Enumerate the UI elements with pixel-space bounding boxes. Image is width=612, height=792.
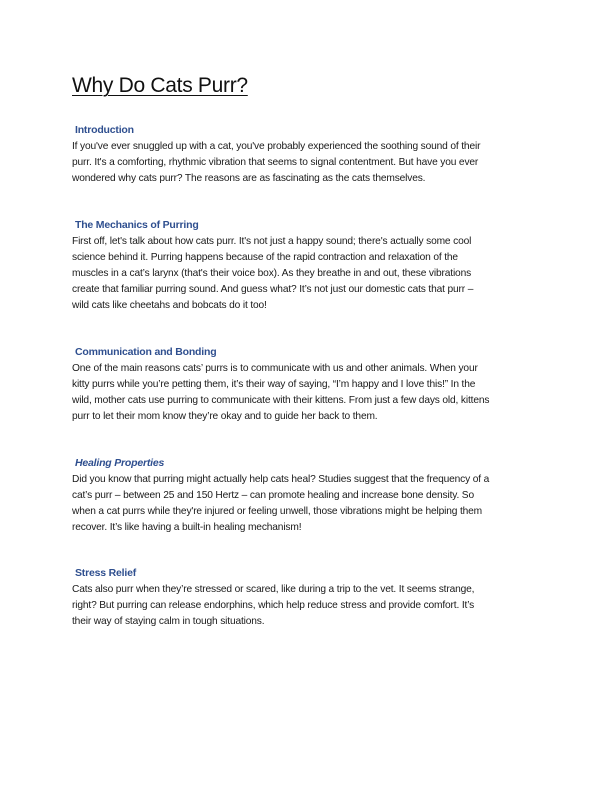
paragraph-line: create that familiar purring sound. And guess what? It’s not just our domestic cats that purr – [72,284,474,295]
paragraph-line: science behind it. Purring happens because of the rapid contraction and relaxation of the [72,252,458,263]
paragraph-line: purr to let their mom know they’re okay and to guide her back to them. [72,411,378,422]
section-heading: Communication and Bonding [75,346,217,358]
paragraph-line: purr. It's a comforting, rhythmic vibration that seems to signal contentment. But have you ever [72,157,479,168]
paragraph-line: First off, let's talk about how cats purr. It's not just a happy sound; there's actually some cool [72,236,472,247]
section-heading: Stress Relief [75,567,137,579]
paragraph-line: when a cat purrs while they're injured or feeling unwell, those vibrations might be helping them [72,506,482,517]
section-heading: Healing Properties [75,457,165,469]
section-stress-relief [72,566,552,630]
paragraph-line: Did you know that purring might actually help cats heal? Studies suggest that the frequency of a [72,474,490,485]
paragraph-line: Cats also purr when they’re stressed or scared, like during a trip to the vet. It seems strange, [72,584,475,595]
paragraph-line: cat’s purr – between 25 and 150 Hertz – can promote healing and increase bone density. So [72,490,474,501]
paragraph-line: If you've ever snuggled up with a cat, you've probably experienced the soothing sound of their [72,141,481,152]
paragraph-line: right? But purring can release endorphins, which help reduce stress and provide comfort. It’s [72,600,475,611]
section-healing [72,456,552,536]
document-title: Why Do Cats Purr? [72,74,248,97]
paragraph-line: kitty purrs while you’re petting them, it’s their way of saying, “I’m happy and I love this!” In the [72,379,476,390]
paragraph-line: wild cats like cheetahs and bobcats do it too! [72,300,267,311]
section-heading: The Mechanics of Purring [75,219,199,231]
paragraph-line: muscles in a cat’s larynx (that's their voice box). As they breathe in and out, these vibrations [72,268,472,279]
section-heading: Introduction [75,124,134,136]
paragraph-line: recover. It’s like having a built-in healing mechanism! [72,522,302,533]
paragraph-line: their way of staying calm in tough situations. [72,616,265,627]
paragraph-line: wild, mother cats use purring to communicate with their kittens. From just a few days old, kittens [72,395,490,406]
section-communication [72,345,552,425]
paragraph-line: One of the main reasons cats’ purrs is to communicate with us and other animals. When your [72,363,478,374]
section-mechanics [72,218,552,314]
section-introduction [72,123,552,187]
paragraph-line: wondered why cats purr? The reasons are as fascinating as the cats themselves. [72,173,426,184]
